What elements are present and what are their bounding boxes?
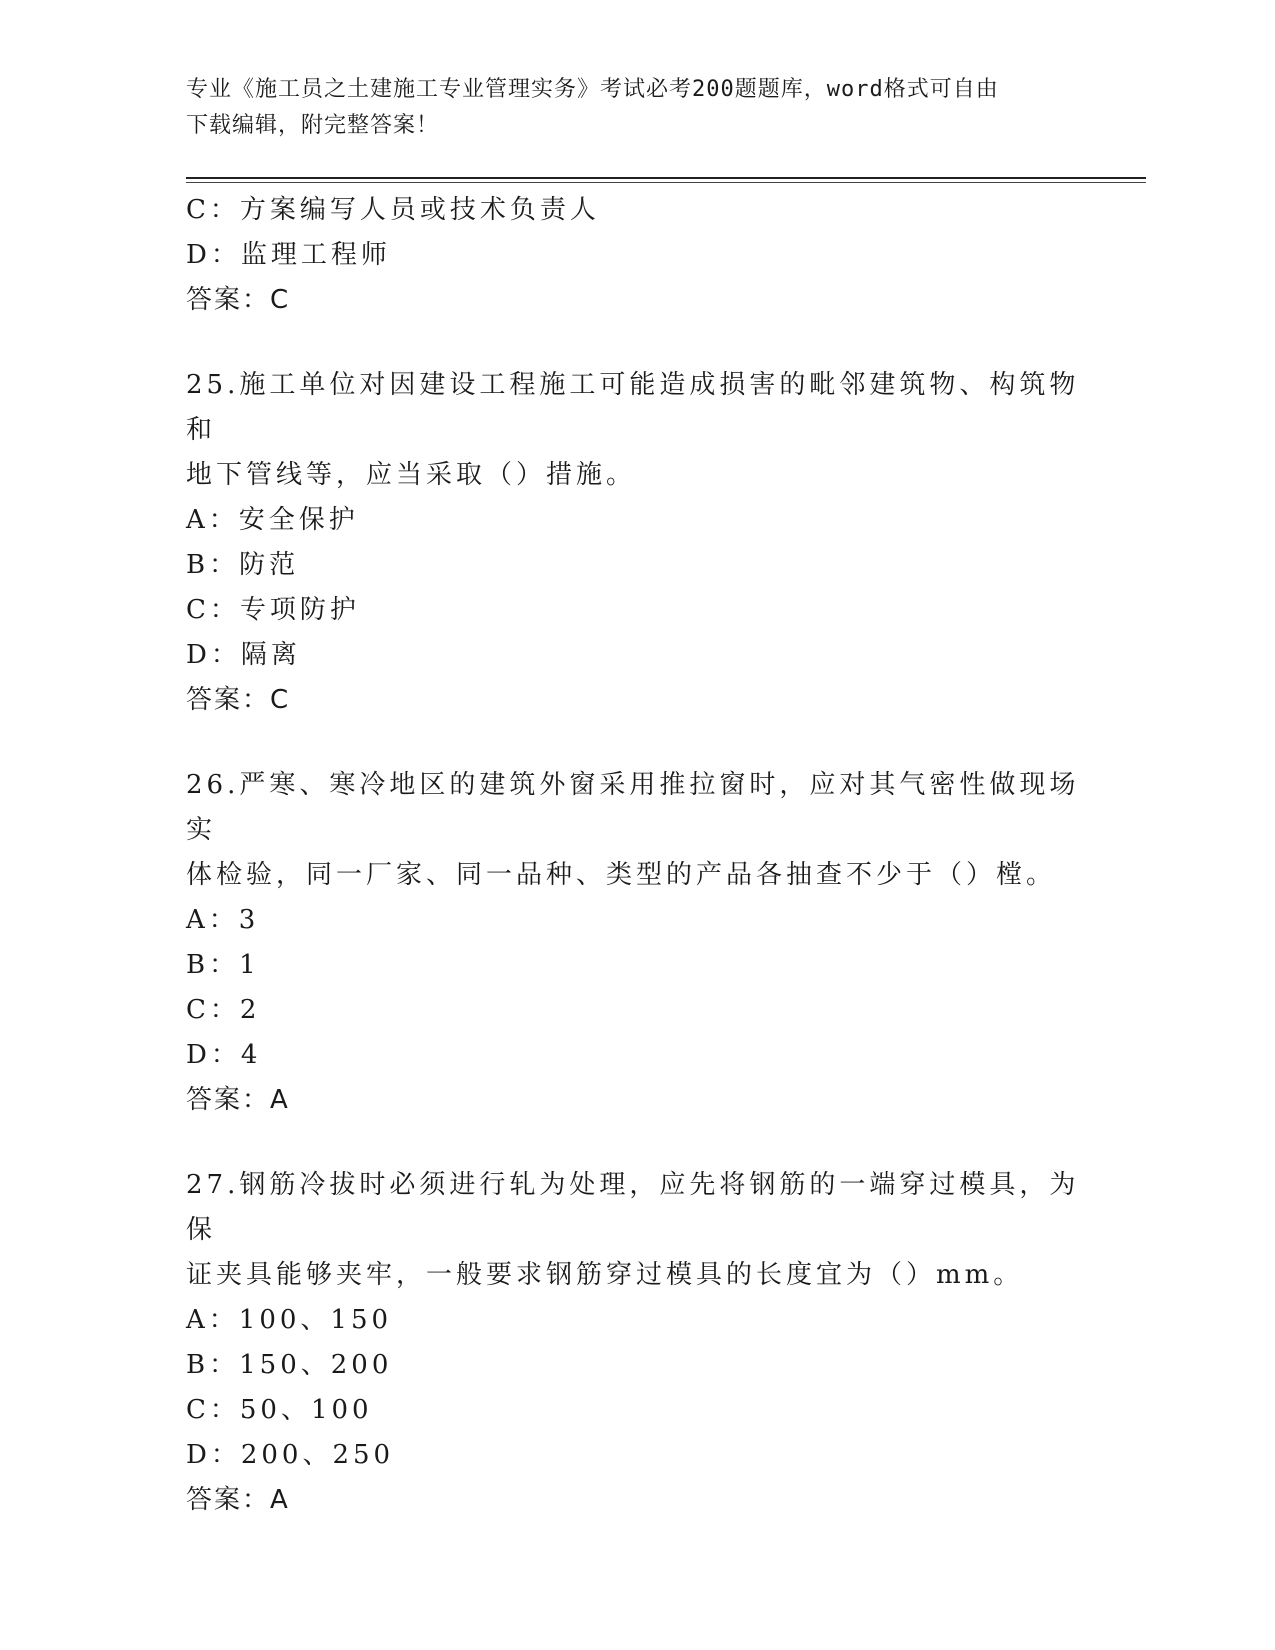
- option-d: D：4: [186, 1040, 262, 1070]
- question-block-25: [186, 363, 1086, 723]
- answer-line: 答案：A: [186, 1085, 290, 1115]
- option-b: B：150、200: [186, 1350, 393, 1380]
- header-rule-thin: [186, 182, 1146, 183]
- answer-line: 答案：C: [186, 285, 291, 315]
- header-line-1: 专业《施工员之土建施工专业管理实务》考试必考200题题库，word格式可自由: [186, 77, 999, 102]
- header-line-2: 下载编辑，附完整答案！: [186, 113, 440, 138]
- header-rule-thick: [186, 177, 1146, 179]
- answer-line: 答案：A: [186, 1485, 290, 1515]
- option-a: A：3: [186, 905, 260, 935]
- option-c: C：2: [186, 995, 261, 1025]
- question-text-line-2: 证夹具能够夹牢，一般要求钢筋穿过模具的长度宜为（）mm。: [186, 1260, 1024, 1290]
- option-a: A：安全保护: [186, 505, 359, 535]
- option-c: C：专项防护: [186, 595, 360, 625]
- document-header: [186, 72, 1066, 144]
- question-block-26: [186, 763, 1086, 1123]
- option-d: D：隔离: [186, 640, 301, 670]
- question-text-line-2: 体检验，同一厂家、同一品种、类型的产品各抽查不少于（）樘。: [186, 860, 1057, 890]
- option-b: B：防范: [186, 550, 300, 580]
- option-c: C：方案编写人员或技术负责人: [186, 195, 600, 225]
- question-text-line-2: 地下管线等，应当采取（）措施。: [186, 460, 637, 490]
- question-text-line-1: 26.严寒、寒冷地区的建筑外窗采用推拉窗时，应对其气密性做现场实: [186, 770, 1080, 845]
- option-d: D：监理工程师: [186, 240, 391, 270]
- option-c: C：50、100: [186, 1395, 373, 1425]
- option-d: D：200、250: [186, 1440, 395, 1470]
- answer-line: 答案：C: [186, 685, 291, 715]
- option-a: A：100、150: [186, 1305, 393, 1335]
- question-content: [186, 188, 1086, 1563]
- option-b: B：1: [186, 950, 260, 980]
- question-block-27: [186, 1163, 1086, 1523]
- question-text-line-1: 25.施工单位对因建设工程施工可能造成损害的毗邻建筑物、构筑物和: [186, 370, 1080, 445]
- question-block-prev: [186, 188, 1086, 323]
- question-text-line-1: 27.钢筋冷拔时必须进行轧为处理，应先将钢筋的一端穿过模具，为保: [186, 1170, 1080, 1245]
